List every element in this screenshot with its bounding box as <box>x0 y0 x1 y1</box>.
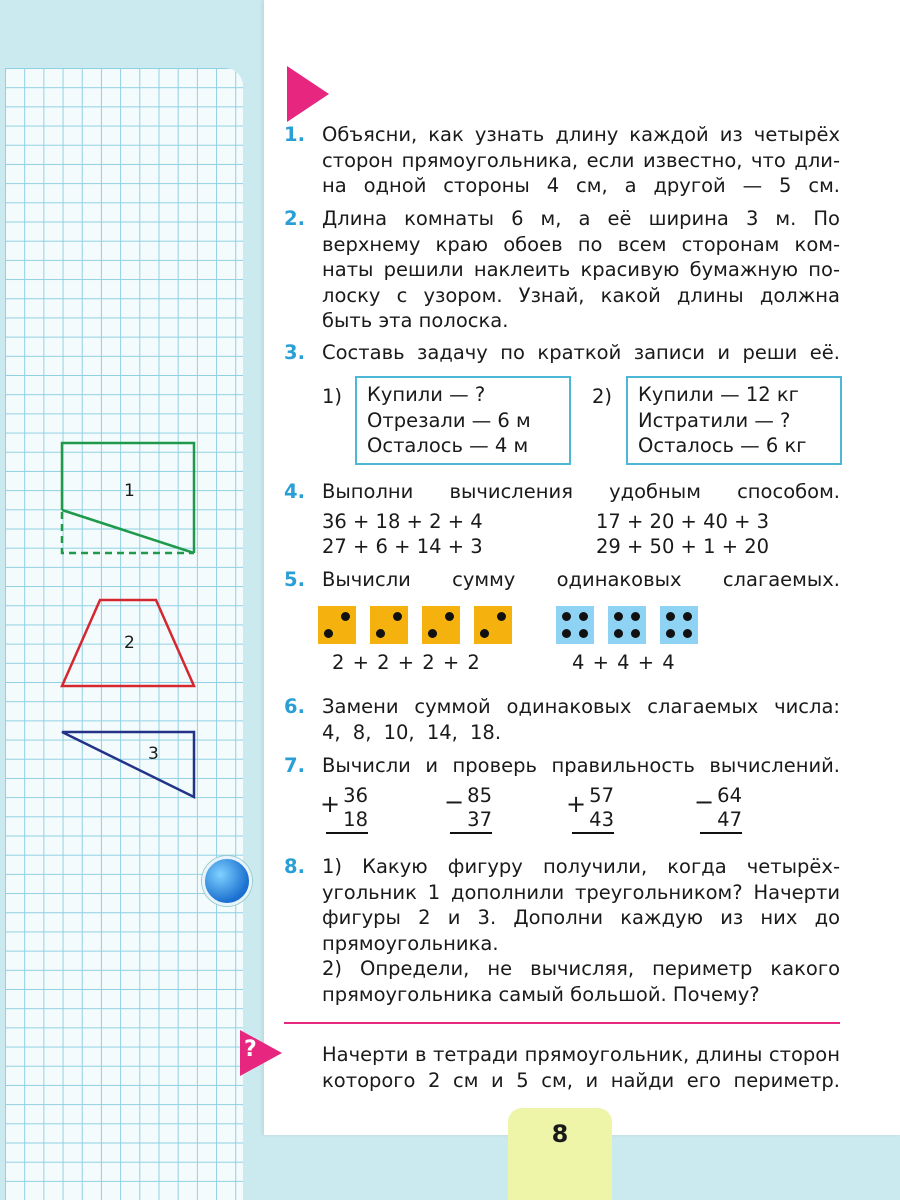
question-mark-glyph: ? <box>244 1037 257 1062</box>
task-text-line: Длина комнаты 6 м, а её ширина 3 м. По <box>322 207 840 230</box>
figure-3 <box>62 732 194 797</box>
task-text-line: 2) Определи, не вычисляя, периметр какого <box>322 957 840 980</box>
short-note-box-1 <box>355 376 571 465</box>
die-icon <box>318 606 356 644</box>
task-text-line: Начерти в тетради прямоугольник, длины сторон <box>322 1043 840 1066</box>
task-number: 4. <box>284 480 305 503</box>
page-number-tab <box>508 1108 612 1200</box>
pip <box>631 629 640 638</box>
operand: 36 <box>343 784 368 807</box>
operation-sign: + <box>566 790 587 818</box>
variant-label: 2) <box>592 385 613 408</box>
task-number: 1. <box>284 123 305 146</box>
pip <box>666 612 675 621</box>
task-text-line: лоску с узором. Узнай, какой длины должна <box>322 283 840 307</box>
operand: 18 <box>343 808 368 831</box>
operation-sign: − <box>694 788 715 816</box>
pip <box>614 612 623 621</box>
task-text-line: Составь задачу по краткой записи и реши её. <box>322 341 840 364</box>
pip <box>579 629 588 638</box>
task-text-line: угольник 1 дополнили треугольником? Начерти <box>322 880 840 904</box>
section-marker-icon <box>287 66 329 122</box>
task-number: 6. <box>284 695 305 718</box>
section-divider <box>284 1022 840 1024</box>
task-text-line: на одной стороны 4 см, а другой — 5 см. <box>322 174 840 197</box>
pip <box>683 612 692 621</box>
task-text-line: верхнему краю обоев по всем сторонам ком- <box>322 232 840 256</box>
sum-expression: 2 + 2 + 2 + 2 <box>332 651 481 674</box>
note-line: Осталось — 4 м <box>367 434 529 457</box>
pip <box>562 629 571 638</box>
figures-drawing <box>0 0 260 820</box>
task-text-line: прямоугольника самый большой. Почему? <box>322 982 760 1006</box>
task-text-line: 4, 8, 10, 14, 18. <box>322 720 502 744</box>
task-text-line: быть эта полоска. <box>322 309 509 332</box>
task-text-line: которого 2 см и 5 см, и найди его периметр. <box>322 1068 840 1092</box>
operand: 85 <box>467 784 492 807</box>
note-line: Купили — 12 кг <box>638 383 799 406</box>
note-line: Купили — ? <box>367 383 486 406</box>
result-line <box>326 832 368 834</box>
task-text-line: Вычисли и проверь правильность вычислений. <box>322 754 840 777</box>
task-number: 2. <box>284 207 305 230</box>
task-number: 3. <box>284 341 305 364</box>
pip <box>562 612 571 621</box>
pip <box>376 629 385 638</box>
task-text-line: 1) Какую фигуру получили, когда четырёх- <box>322 855 840 878</box>
pip <box>579 612 588 621</box>
result-line <box>700 832 742 834</box>
task-text-line: Объясни, как узнать длину каждой из четырёх <box>322 123 840 146</box>
short-note-box-2 <box>626 376 842 465</box>
figure-2-label: 2 <box>124 633 135 653</box>
sum-expression: 4 + 4 + 4 <box>572 651 676 674</box>
operation-sign: − <box>444 788 465 816</box>
expression: 29 + 50 + 1 + 20 <box>596 535 770 558</box>
task-text-line: Вычисли сумму одинаковых слагаемых. <box>322 568 840 591</box>
column-calculation <box>450 784 492 834</box>
operand: 43 <box>589 808 614 831</box>
pip <box>324 629 333 638</box>
figure-3-label: 3 <box>148 744 159 764</box>
figure-1-label: 1 <box>124 481 135 501</box>
die-icon <box>660 606 698 644</box>
die-icon <box>556 606 594 644</box>
result-line <box>450 832 492 834</box>
die-icon <box>422 606 460 644</box>
pip <box>683 629 692 638</box>
operand: 37 <box>467 808 492 831</box>
task-number: 5. <box>284 568 305 591</box>
operand: 57 <box>589 784 614 807</box>
task-text-line: наты решили наклеить красивую бумажную по- <box>322 258 840 281</box>
column-calculation <box>700 784 742 834</box>
operand: 64 <box>717 784 742 807</box>
note-line: Истратили — ? <box>638 408 791 432</box>
task-text-line: Выполни вычисления удобным способом. <box>322 480 840 503</box>
expression: 17 + 20 + 40 + 3 <box>596 510 770 533</box>
pip <box>480 629 489 638</box>
column-calculation <box>326 784 368 834</box>
variant-label: 1) <box>322 385 343 408</box>
pip <box>666 629 675 638</box>
column-calculation <box>572 784 614 834</box>
pip <box>341 612 350 621</box>
operation-sign: + <box>320 790 341 818</box>
page-number: 8 <box>551 1120 569 1148</box>
task-text-line: Замени суммой одинаковых слагаемых числа: <box>322 695 840 718</box>
task-text-line: сторон прямоугольника, если известно, что дли- <box>322 148 840 172</box>
pip <box>497 612 506 621</box>
expression: 36 + 18 + 2 + 4 <box>322 510 483 533</box>
pip <box>393 612 402 621</box>
note-line: Осталось — 6 кг <box>638 434 807 457</box>
globe-icon[interactable] <box>202 856 252 906</box>
pip <box>428 629 437 638</box>
task-number: 8. <box>284 855 305 878</box>
result-line <box>572 832 614 834</box>
die-icon <box>370 606 408 644</box>
die-icon <box>474 606 512 644</box>
task-text-line: прямоугольника. <box>322 931 499 955</box>
task-number: 7. <box>284 754 305 777</box>
note-line: Отрезали — 6 м <box>367 408 531 432</box>
operand: 47 <box>717 808 742 831</box>
task-text-line: фигуры 2 и 3. Дополни каждую из них до <box>322 906 840 929</box>
pip <box>614 629 623 638</box>
pip <box>631 612 640 621</box>
expression: 27 + 6 + 14 + 3 <box>322 535 483 558</box>
pip <box>445 612 454 621</box>
die-icon <box>608 606 646 644</box>
